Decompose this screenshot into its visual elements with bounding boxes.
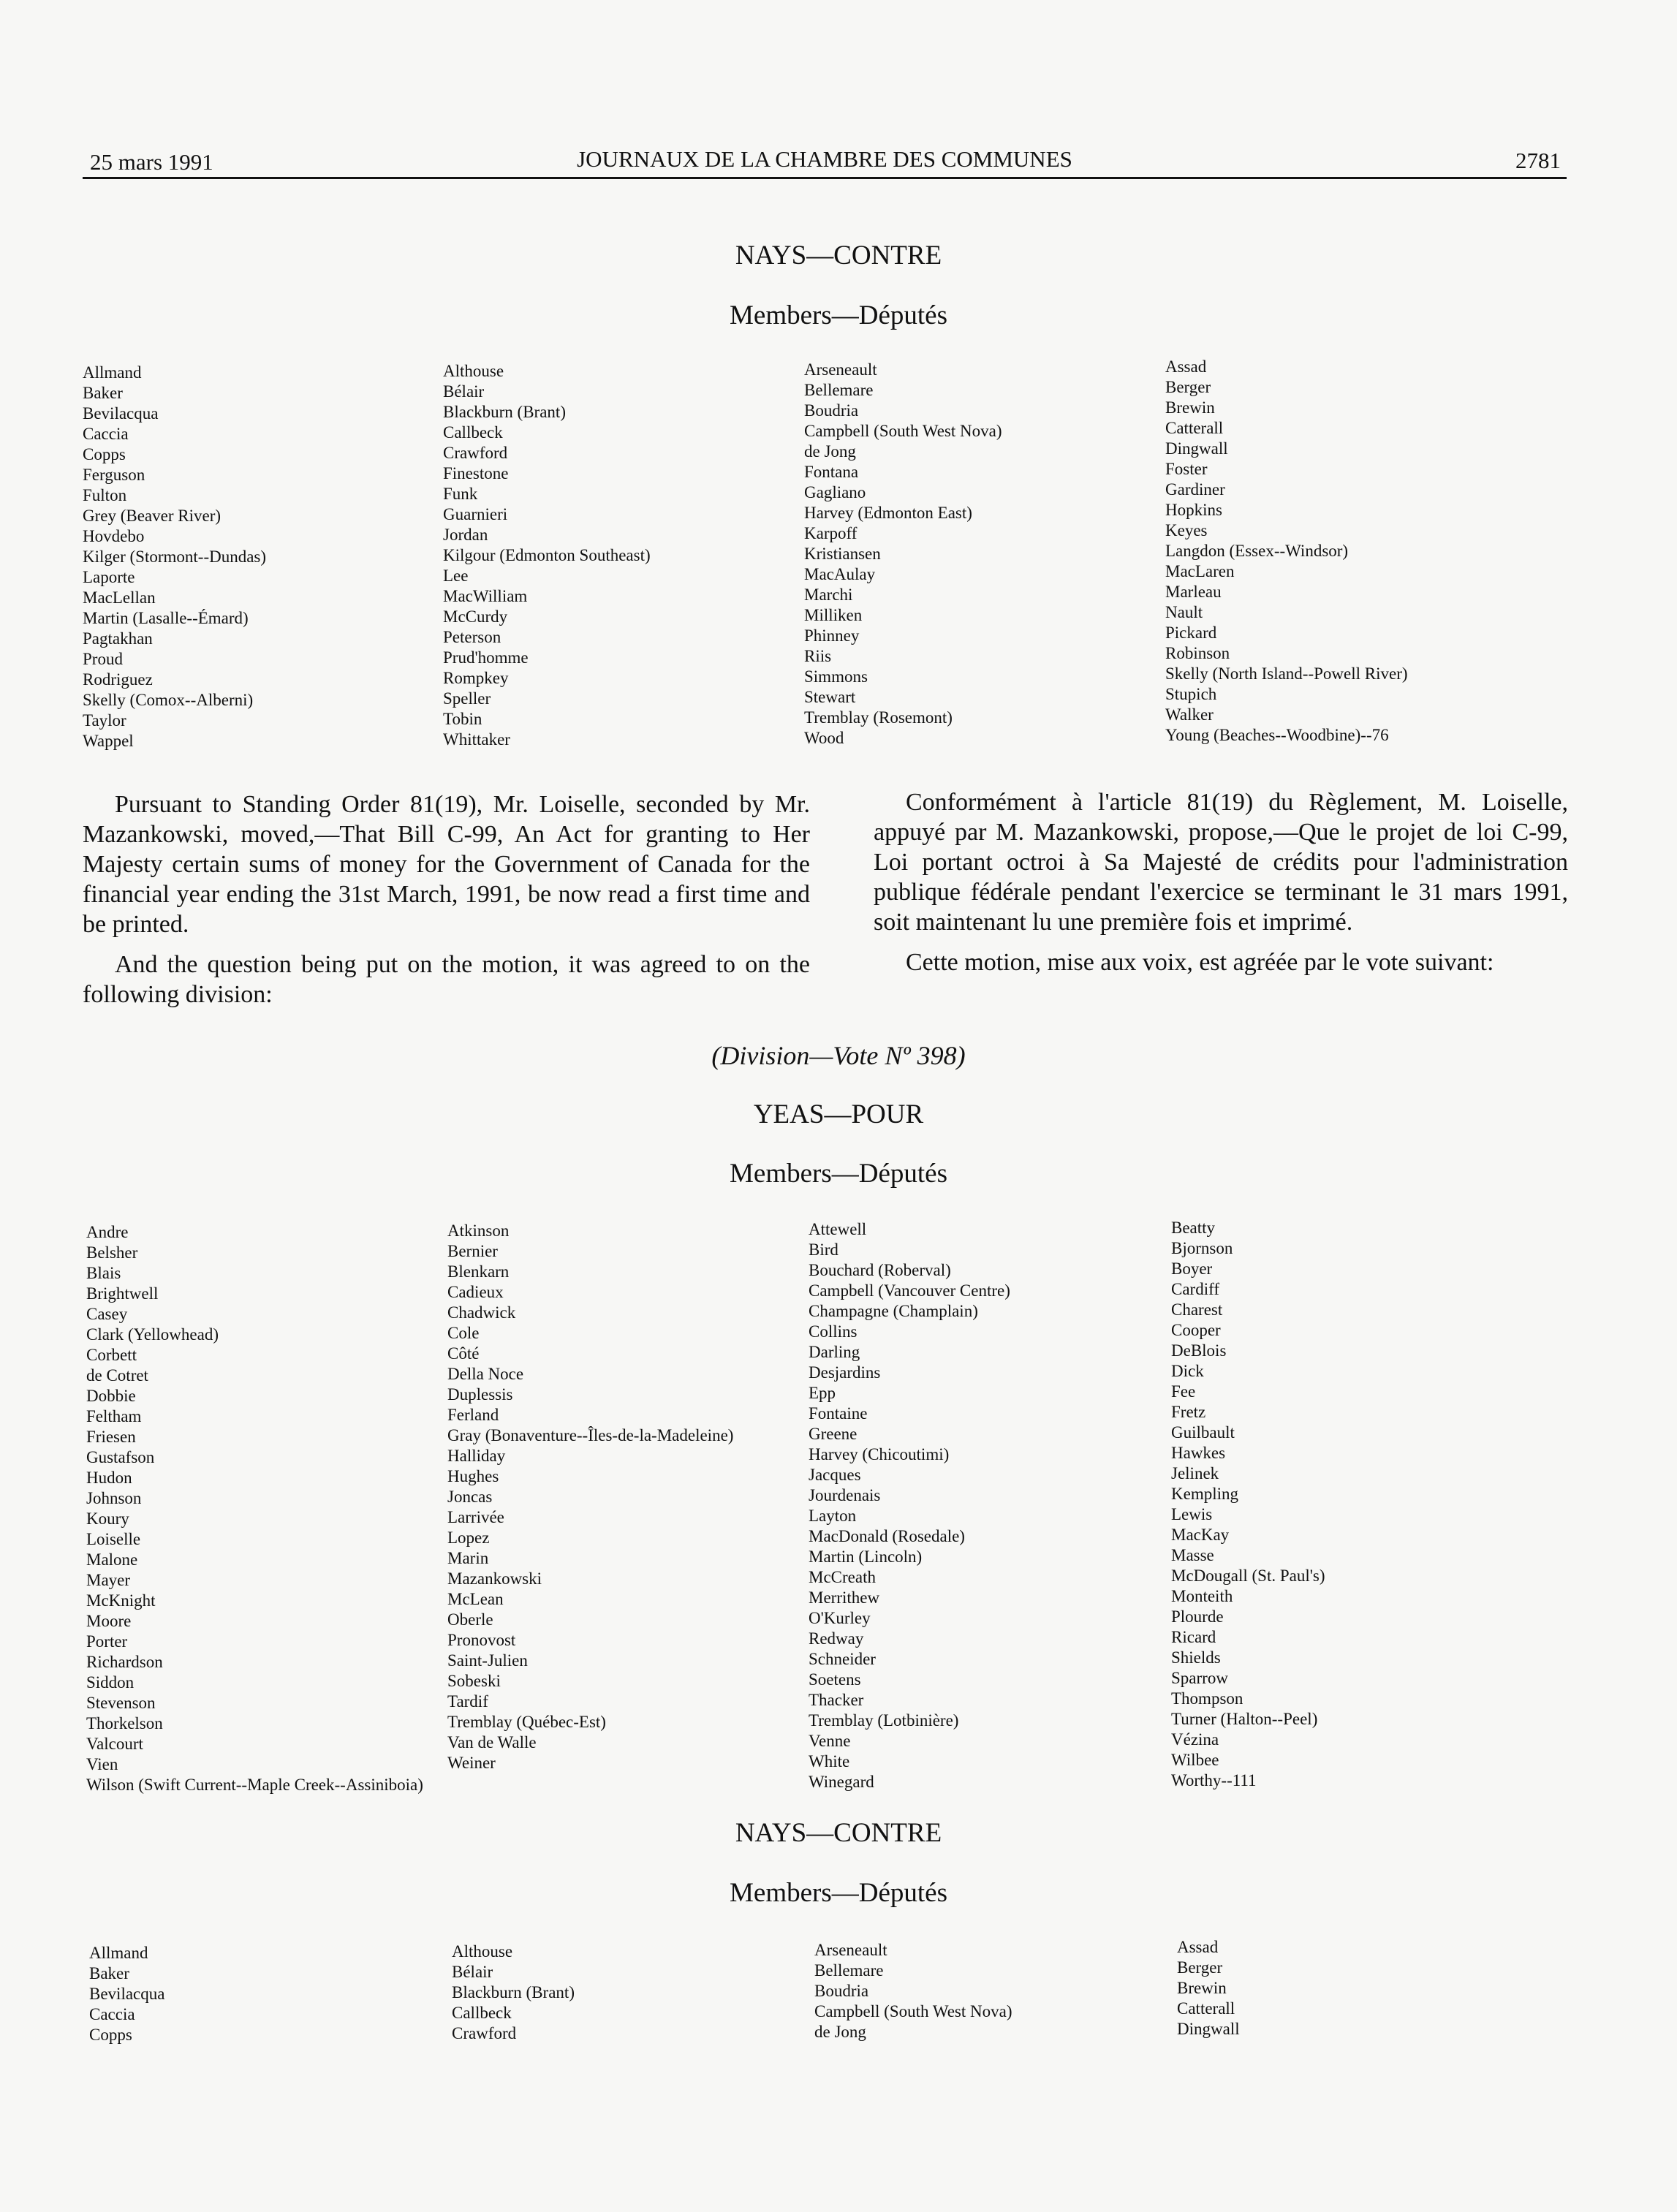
member-name: Oberle <box>447 1610 493 1629</box>
member-name: Callbeck <box>443 423 503 442</box>
member-name: Martin (Lincoln) <box>809 1548 923 1566</box>
member-name: Guilbault <box>1171 1423 1235 1442</box>
member-name: Duplessis <box>447 1385 513 1404</box>
member-name: Schneider <box>809 1650 876 1668</box>
member-name: Worthy--111 <box>1171 1771 1257 1789</box>
top-nays-col2 <box>443 361 651 750</box>
member-name: Rompkey <box>443 669 509 687</box>
member-name: Halliday <box>447 1447 506 1465</box>
member-name: Campbell (South West Nova) <box>804 422 1002 440</box>
member-name: Martin (Lasalle--Émard) <box>83 609 249 627</box>
member-name: Bélair <box>452 1963 493 1981</box>
member-name: Corbett <box>86 1346 137 1364</box>
member-name: Layton <box>809 1507 857 1525</box>
member-name: Ferguson <box>83 466 145 484</box>
member-name: Bellemare <box>814 1961 884 1980</box>
member-name: Stewart <box>804 688 856 706</box>
member-name: Wilbee <box>1171 1751 1219 1769</box>
top-nays-col4 <box>1165 357 1408 746</box>
member-name: Kilger (Stormont--Dundas) <box>83 548 267 566</box>
member-name: Sobeski <box>447 1672 501 1690</box>
member-name: MacKay <box>1171 1526 1230 1544</box>
member-name: Taylor <box>83 711 126 730</box>
member-name: Laporte <box>83 568 135 586</box>
member-name: Gagliano <box>804 483 866 501</box>
member-name: Porter <box>86 1632 128 1651</box>
member-name: Wilson (Swift Current--Maple Creek--Assiniboia) <box>86 1776 423 1794</box>
member-name: Campbell (Vancouver Centre) <box>809 1281 1010 1300</box>
member-name: Casey <box>86 1305 128 1323</box>
member-name: Berger <box>1177 1958 1223 1977</box>
member-name: Grey (Beaver River) <box>83 507 222 525</box>
member-name: Prud'homme <box>443 648 529 667</box>
member-name: Fretz <box>1171 1403 1206 1421</box>
member-name: Clark (Yellowhead) <box>86 1325 219 1344</box>
motion-french <box>874 787 1568 977</box>
member-name: de Jong <box>814 2023 866 2041</box>
member-name: Finestone <box>443 464 509 482</box>
member-name: Bernier <box>447 1242 498 1260</box>
member-name: Vézina <box>1171 1730 1219 1749</box>
member-name: Dobbie <box>86 1387 136 1405</box>
member-name: Lee <box>443 567 469 585</box>
member-name: Thompson <box>1171 1689 1243 1708</box>
top-nays-subheading: Members—Députés <box>730 300 947 330</box>
member-name: Larrivée <box>447 1508 504 1526</box>
member-name: Andre <box>86 1223 129 1241</box>
member-name: Koury <box>86 1510 129 1528</box>
member-name: Campbell (South West Nova) <box>814 2002 1012 2020</box>
member-name: Dingwall <box>1165 439 1228 458</box>
member-name: Marleau <box>1165 583 1222 601</box>
member-name: Boudria <box>814 1982 869 2000</box>
top-nays-col3 <box>804 360 1002 749</box>
member-name: Young (Beaches--Woodbine)--76 <box>1165 726 1389 744</box>
french-division-paragraph: Cette motion, mise aux voix, est agréée par le vote suivant: <box>906 949 1494 976</box>
member-name: Saint-Julien <box>447 1651 528 1670</box>
member-name: Kempling <box>1171 1485 1238 1503</box>
member-name: Atkinson <box>447 1221 510 1240</box>
member-name: Blackburn (Brant) <box>452 1983 575 2001</box>
member-name: Desjardins <box>809 1363 881 1382</box>
member-name: Attewell <box>809 1220 867 1238</box>
member-name: Beatty <box>1171 1219 1216 1237</box>
member-name: Jelinek <box>1171 1464 1219 1482</box>
top-nays-col1 <box>83 363 266 751</box>
member-name: Fulton <box>83 486 127 504</box>
member-name: Greene <box>809 1425 858 1443</box>
member-name: Joncas <box>447 1488 493 1506</box>
yeas-subheading: Members—Députés <box>730 1159 947 1189</box>
member-name: Tardif <box>447 1692 488 1711</box>
member-name: Assad <box>1177 1938 1219 1956</box>
member-name: Brewin <box>1165 398 1215 417</box>
member-name: Collins <box>809 1322 858 1341</box>
member-name: O'Kurley <box>809 1609 871 1627</box>
member-name: Baker <box>89 1964 129 1982</box>
member-name: Whittaker <box>443 730 510 749</box>
member-name: Crawford <box>443 444 508 462</box>
member-name: Fontana <box>804 463 859 481</box>
member-name: Harvey (Edmonton East) <box>804 504 972 522</box>
bottom-nays-col4 <box>1177 1937 1240 2039</box>
member-name: Friesen <box>86 1428 136 1446</box>
member-name: Funk <box>443 485 478 503</box>
member-name: Arseneault <box>804 360 877 379</box>
member-name: Boyer <box>1171 1260 1213 1278</box>
member-name: Côté <box>447 1344 480 1363</box>
member-name: Berger <box>1165 378 1211 396</box>
member-name: Blenkarn <box>447 1262 510 1281</box>
member-name: Caccia <box>89 2005 135 2023</box>
member-name: Arseneault <box>814 1941 887 1959</box>
member-name: Catterall <box>1165 419 1224 437</box>
member-name: Valcourt <box>86 1735 143 1753</box>
bottom-nays-col3 <box>814 1940 1012 2042</box>
member-name: McCurdy <box>443 607 508 626</box>
member-name: Soetens <box>809 1670 861 1689</box>
member-name: Catterall <box>1177 1999 1235 2018</box>
member-name: Milliken <box>804 606 863 624</box>
member-name: Brewin <box>1177 1979 1227 1997</box>
member-name: Skelly (North Island--Powell River) <box>1165 664 1408 683</box>
bottom-nays-col2 <box>452 1942 575 2044</box>
member-name: Chadwick <box>447 1303 516 1322</box>
english-division-paragraph: And the question being put on the motion, it was agreed to on the following division: <box>83 951 810 1008</box>
member-name: Epp <box>809 1384 836 1402</box>
member-name: Hopkins <box>1165 501 1222 519</box>
member-name: de Jong <box>804 442 856 461</box>
member-name: Bird <box>809 1241 838 1259</box>
member-name: Jacques <box>809 1466 861 1484</box>
member-name: Blackburn (Brant) <box>443 403 566 421</box>
member-name: Thacker <box>809 1691 864 1709</box>
member-name: Harvey (Chicoutimi) <box>809 1445 950 1463</box>
member-name: Della Noce <box>447 1365 524 1383</box>
member-name: MacLellan <box>83 588 156 607</box>
member-name: Malone <box>86 1550 138 1569</box>
member-name: McKnight <box>86 1591 156 1610</box>
member-name: Hawkes <box>1171 1444 1226 1462</box>
member-name: Pronovost <box>447 1631 516 1649</box>
member-name: Copps <box>89 2026 132 2044</box>
member-name: Ferland <box>447 1406 499 1424</box>
member-name: Plourde <box>1171 1607 1224 1626</box>
yeas-col3 <box>809 1219 1010 1792</box>
member-name: Sparrow <box>1171 1669 1228 1687</box>
member-name: Monteith <box>1171 1587 1233 1605</box>
header-page-number: 2781 <box>1515 148 1561 173</box>
english-motion-paragraph: Pursuant to Standing Order 81(19), Mr. Loiselle, seconded by Mr. Mazankowski, moved,—That Bill C-99, An Act for granting to Her Majesty certain sums of money for the Government of Canada for the financial year ending the 31st March, 1991, be now read a first time and be printed. <box>83 791 810 938</box>
member-name: Gustafson <box>86 1448 155 1466</box>
member-name: MacDonald (Rosedale) <box>809 1527 965 1545</box>
member-name: Van de Walle <box>447 1733 537 1751</box>
member-name: Bjornson <box>1171 1239 1233 1257</box>
member-name: Cole <box>447 1324 480 1342</box>
member-name: Kilgour (Edmonton Southeast) <box>443 546 651 564</box>
member-name: Pickard <box>1165 624 1217 642</box>
member-name: MacLaren <box>1165 562 1235 580</box>
member-name: Marchi <box>804 586 853 604</box>
member-name: Jourdenais <box>809 1486 881 1504</box>
member-name: Fee <box>1171 1382 1196 1401</box>
division-vote-label: (Division—Vote Nº 398) <box>711 1041 966 1070</box>
member-name: Kristiansen <box>804 545 881 563</box>
member-name: Phinney <box>804 626 860 645</box>
member-name: McLean <box>447 1590 504 1608</box>
member-name: de Cotret <box>86 1366 148 1385</box>
member-name: Gardiner <box>1165 480 1225 499</box>
yeas-heading: YEAS—POUR <box>753 1099 924 1129</box>
member-name: Proud <box>83 650 123 668</box>
member-name: Champagne (Champlain) <box>809 1302 978 1320</box>
member-name: Thorkelson <box>86 1714 163 1732</box>
member-name: Cadieux <box>447 1283 504 1301</box>
member-name: Hovdebo <box>83 527 145 545</box>
member-name: Allmand <box>89 1944 148 1962</box>
header-date: 25 mars 1991 <box>90 149 213 175</box>
member-name: Callbeck <box>452 2004 512 2022</box>
member-name: Bélair <box>443 382 485 401</box>
member-name: Hudon <box>86 1469 132 1487</box>
member-name: Masse <box>1171 1546 1214 1564</box>
member-name: Brightwell <box>86 1284 159 1303</box>
member-name: Wappel <box>83 732 134 750</box>
member-name: Stevenson <box>86 1694 156 1712</box>
bottom-nays-subheading: Members—Députés <box>730 1878 947 1908</box>
member-name: Belsher <box>86 1243 138 1262</box>
member-name: Hughes <box>447 1467 499 1485</box>
member-name: Merrithew <box>809 1588 880 1607</box>
member-name: Lewis <box>1171 1505 1213 1523</box>
member-name: Althouse <box>443 362 504 380</box>
yeas-col4 <box>1171 1218 1325 1791</box>
member-name: McCreath <box>809 1568 876 1586</box>
header-journal-title: JOURNAUX DE LA CHAMBRE DES COMMUNES <box>577 146 1072 172</box>
member-name: Siddon <box>86 1673 135 1692</box>
motion-english <box>83 789 810 1010</box>
member-name: Simmons <box>804 667 868 686</box>
member-name: Lopez <box>447 1529 490 1547</box>
member-name: MacAulay <box>804 565 876 583</box>
member-name: Ricard <box>1171 1628 1216 1646</box>
member-name: MacWilliam <box>443 587 528 605</box>
member-name: Weiner <box>447 1754 496 1772</box>
member-name: Venne <box>809 1732 851 1750</box>
member-name: Johnson <box>86 1489 142 1507</box>
member-name: Caccia <box>83 425 129 443</box>
member-name: Peterson <box>443 628 501 646</box>
top-nays-heading: NAYS—CONTRE <box>735 240 942 270</box>
member-name: Redway <box>809 1629 864 1648</box>
member-name: Althouse <box>452 1942 513 1961</box>
member-name: Moore <box>86 1612 132 1630</box>
member-name: Jordan <box>443 526 488 544</box>
member-name: Guarnieri <box>443 505 508 523</box>
yeas-col2 <box>447 1221 733 1773</box>
member-name: Richardson <box>86 1653 163 1671</box>
member-name: Nault <box>1165 603 1203 621</box>
member-name: Shields <box>1171 1648 1221 1667</box>
member-name: Bevilacqua <box>83 404 159 423</box>
member-name: Riis <box>804 647 832 665</box>
member-name: Allmand <box>83 363 142 382</box>
member-name: Bouchard (Roberval) <box>809 1261 951 1279</box>
member-name: Dick <box>1171 1362 1204 1380</box>
member-name: Tremblay (Lotbinière) <box>809 1711 959 1730</box>
member-name: Winegard <box>809 1773 874 1791</box>
member-name: Tremblay (Rosemont) <box>804 708 953 727</box>
member-name: Wood <box>804 729 844 747</box>
member-name: Vien <box>86 1755 118 1773</box>
member-name: White <box>809 1752 850 1770</box>
member-name: Walker <box>1165 705 1214 724</box>
member-name: Skelly (Comox--Alberni) <box>83 691 254 709</box>
member-name: Gray (Bonaventure--Îles-de-la-Madeleine) <box>447 1426 734 1444</box>
member-name: Mazankowski <box>447 1569 542 1588</box>
member-name: Turner (Halton--Peel) <box>1171 1710 1318 1728</box>
member-name: Marin <box>447 1549 489 1567</box>
member-name: McDougall (St. Paul's) <box>1171 1567 1325 1585</box>
member-name: Langdon (Essex--Windsor) <box>1165 542 1349 560</box>
member-name: Rodriguez <box>83 670 153 689</box>
bottom-nays-col1 <box>89 1943 164 2045</box>
member-name: Assad <box>1165 357 1207 376</box>
member-name: Karpoff <box>804 524 858 542</box>
member-name: Loiselle <box>86 1530 141 1548</box>
member-name: Baker <box>83 384 123 402</box>
member-name: Mayer <box>86 1571 131 1589</box>
member-name: Darling <box>809 1343 860 1361</box>
member-name: Dingwall <box>1177 2020 1240 2038</box>
member-name: Stupich <box>1165 685 1217 703</box>
member-name: DeBlois <box>1171 1341 1227 1360</box>
member-name: Cooper <box>1171 1321 1221 1339</box>
member-name: Keyes <box>1165 521 1208 539</box>
member-name: Feltham <box>86 1407 142 1425</box>
member-name: Fontaine <box>809 1404 868 1423</box>
member-name: Robinson <box>1165 644 1230 662</box>
member-name: Tobin <box>443 710 482 728</box>
member-name: Blais <box>86 1264 121 1282</box>
member-name: Bellemare <box>804 381 874 399</box>
member-name: Copps <box>83 445 126 463</box>
member-name: Crawford <box>452 2024 517 2042</box>
french-motion-paragraph: Conformément à l'article 81(19) du Règlement, M. Loiselle, appuyé par M. Mazankowski, propose,—Que le projet de loi C-99, Loi portant octroi à Sa Majesté de crédits pour l'administration publique fédérale pendant l'exercice se terminant le 31 mars 1991, soit maintenant lu une première fois et imprimé. <box>874 789 1568 936</box>
member-name: Charest <box>1171 1300 1223 1319</box>
member-name: Speller <box>443 689 491 708</box>
page-header <box>83 143 1567 179</box>
member-name: Foster <box>1165 460 1208 478</box>
member-name: Bevilacqua <box>89 1985 165 2003</box>
member-name: Tremblay (Québec-Est) <box>447 1713 606 1731</box>
member-name: Cardiff <box>1171 1280 1220 1298</box>
member-name: Boudria <box>804 401 859 420</box>
member-name: Pagtakhan <box>83 629 153 648</box>
bottom-nays-heading: NAYS—CONTRE <box>735 1818 942 1848</box>
yeas-col1 <box>86 1222 423 1795</box>
